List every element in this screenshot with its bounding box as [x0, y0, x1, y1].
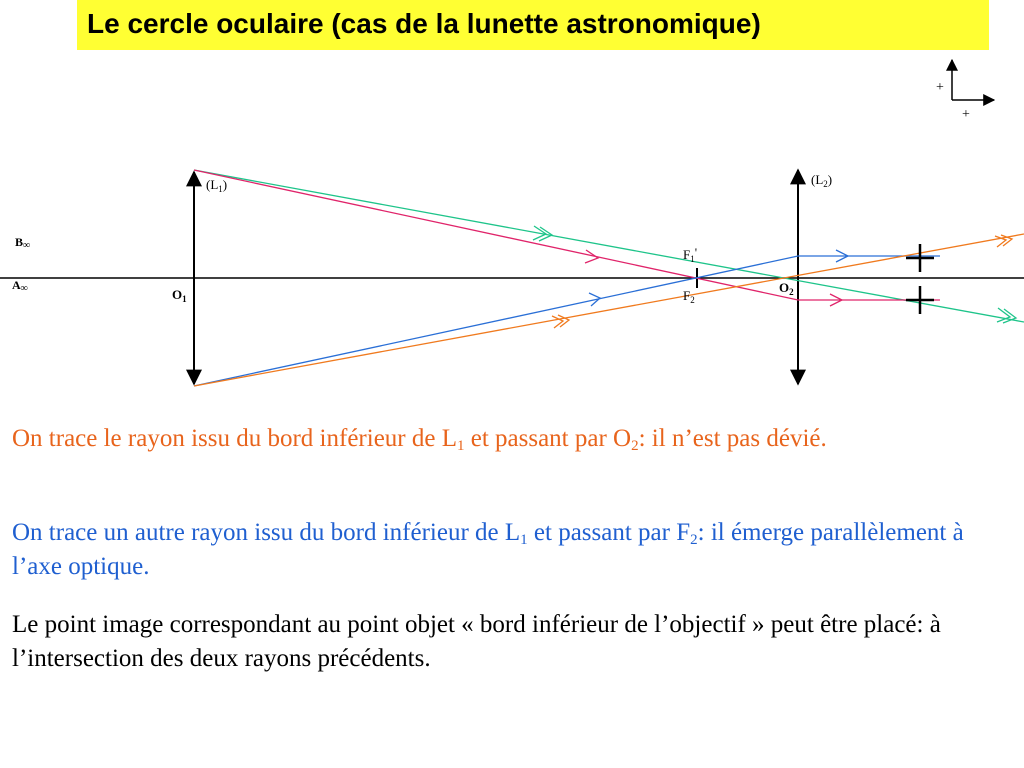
magenta-ray	[194, 170, 940, 300]
label-f2: $F_2$	[683, 288, 695, 305]
orientation-axes-icon	[936, 60, 994, 122]
paragraph-orange-ray: On trace le rayon issu du bord inférieur de $L_1$ et passant par $O_2$: il n’est pas dévié.	[12, 425, 827, 454]
orange-ray	[194, 234, 1024, 386]
label-a-infinity: A∞	[12, 278, 28, 294]
label-l1: $(L_1)$	[206, 177, 228, 194]
label-b-infinity: B∞	[15, 235, 31, 251]
green-ray	[194, 170, 1024, 322]
page-title: Le cercle oculaire (cas de la lunette astronomique)	[87, 8, 761, 39]
axis-plus-vertical: +	[936, 80, 944, 95]
paragraph-blue-ray: On trace un autre rayon issu du bord inférieur de $L_1$ et passant par $F_2$: il émerge parallèlement à l’axe optique.	[12, 519, 964, 580]
paragraph-image-point: Le point image correspondant au point objet « bord inférieur de l’objectif » peut être placé: à l’intersection des deux rayons précédents.	[12, 611, 941, 672]
green-ray-arrows	[533, 226, 1016, 323]
label-f1-prime: $F_1'$	[683, 245, 698, 264]
label-l2: $(L_2)$	[811, 172, 833, 189]
label-o1: $O_1$	[172, 287, 187, 304]
label-o2: $O_2$	[779, 280, 794, 297]
axis-plus-horizontal: +	[962, 107, 970, 122]
